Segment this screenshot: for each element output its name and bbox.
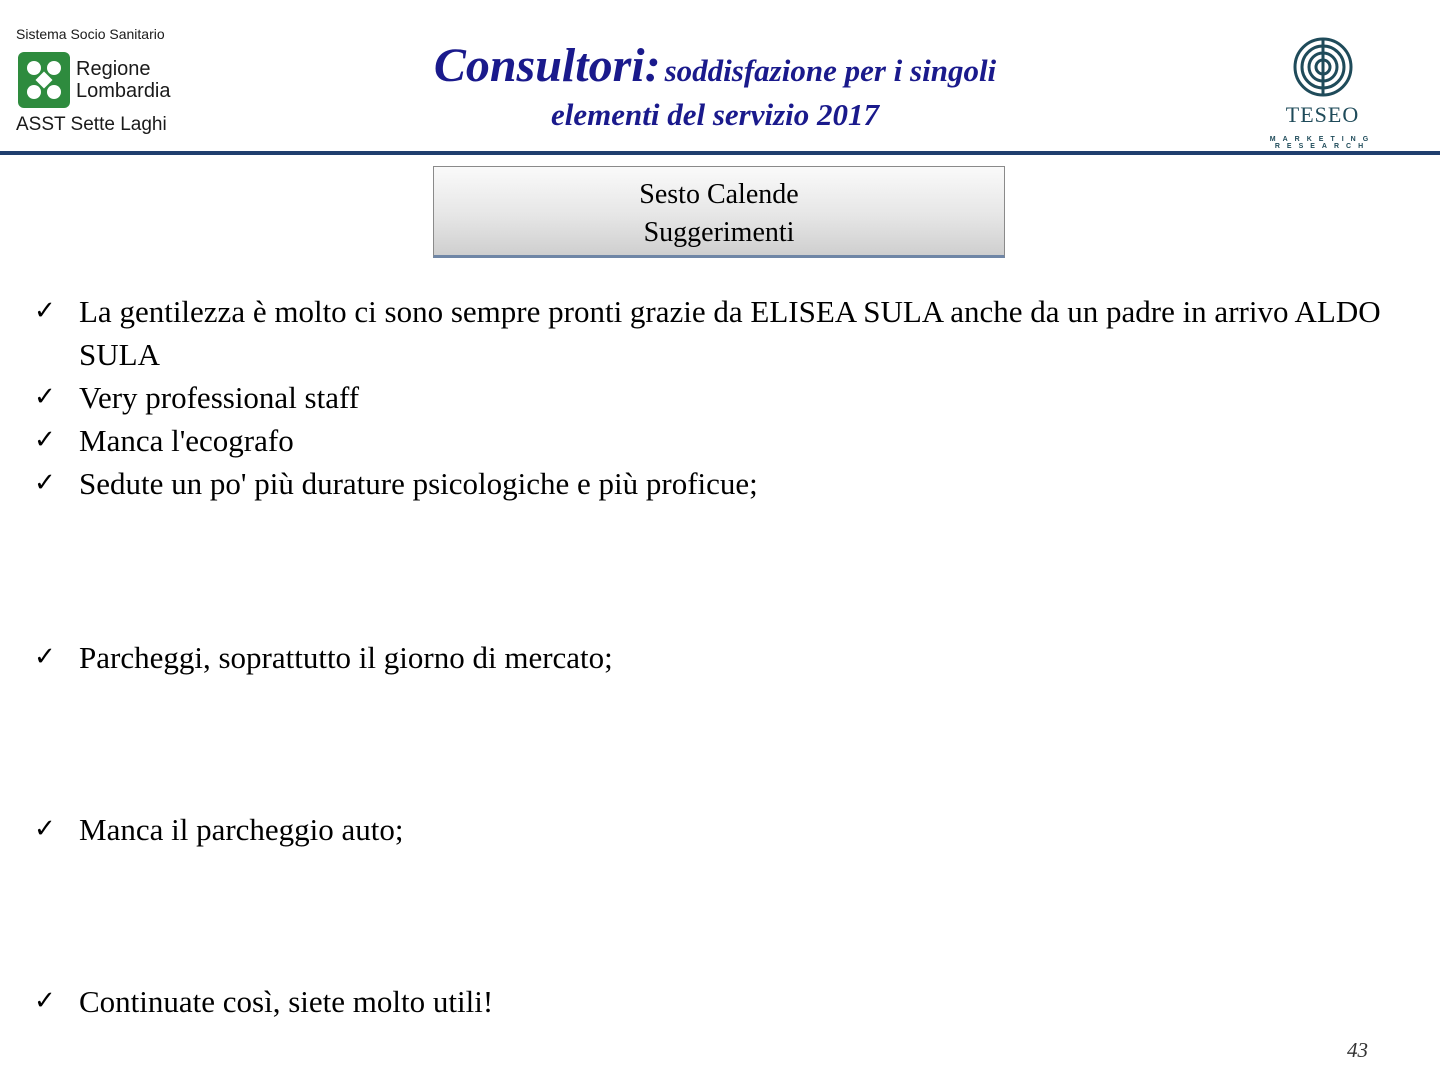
header-divider xyxy=(0,151,1440,155)
list-item-text: La gentilezza è molto ci sono sempre pronti grazie da ELISEA SULA anche da un padre in arrivo ALDO SULA xyxy=(79,294,1381,372)
list-item-text: Sedute un po' più durature psicologiche e più proficue; xyxy=(79,466,758,501)
list-item-text: Very professional staff xyxy=(79,380,360,415)
title-subtitle: soddisfazione per i singoli xyxy=(664,53,997,88)
page-number: 43 xyxy=(1347,1038,1368,1062)
checkmark-icon: ✓ xyxy=(34,986,56,1016)
section-label-box xyxy=(433,166,1005,258)
checkmark-icon: ✓ xyxy=(34,296,56,326)
list-item-text: Manca il parcheggio auto; xyxy=(79,812,404,847)
checkmark-icon: ✓ xyxy=(34,425,56,455)
teseo-tagline: MARKETING RESEARCH xyxy=(1269,136,1376,150)
section-location: Sesto Calende xyxy=(639,179,799,210)
section-heading: Suggerimenti xyxy=(643,217,795,248)
checkmark-icon: ✓ xyxy=(34,468,56,498)
teseo-name: TESEO xyxy=(1285,102,1360,127)
list-item xyxy=(34,290,1414,376)
lombardia-emblem-icon xyxy=(18,52,70,108)
list-item xyxy=(34,462,1414,505)
list-item-text: Manca l'ecografo xyxy=(79,423,294,458)
list-item xyxy=(34,980,1414,1023)
checkmark-icon: ✓ xyxy=(34,814,56,844)
checkmark-icon: ✓ xyxy=(34,642,56,672)
logo-asst-text: ASST Sette Laghi xyxy=(16,114,167,135)
list-item xyxy=(34,376,1414,419)
labyrinth-icon xyxy=(1292,36,1354,98)
list-item xyxy=(34,419,1414,462)
title-line-2: elementi del servizio 2017 xyxy=(550,97,880,132)
list-item xyxy=(34,808,1414,851)
checkmark-icon: ✓ xyxy=(34,382,56,412)
logo-region-text: Regione Lombardia xyxy=(76,58,171,102)
list-item-text: Continuate così, siete molto utili! xyxy=(79,984,494,1019)
page-title xyxy=(300,38,1130,133)
title-main: Consultori: xyxy=(433,39,661,92)
list-item xyxy=(34,636,1414,679)
logo-top-text: Sistema Socio Sanitario xyxy=(16,26,165,42)
list-item-text: Parcheggi, soprattutto il giorno di mercato; xyxy=(79,640,613,675)
teseo-logo xyxy=(1220,36,1425,148)
asst-sette-laghi-logo xyxy=(16,26,196,141)
